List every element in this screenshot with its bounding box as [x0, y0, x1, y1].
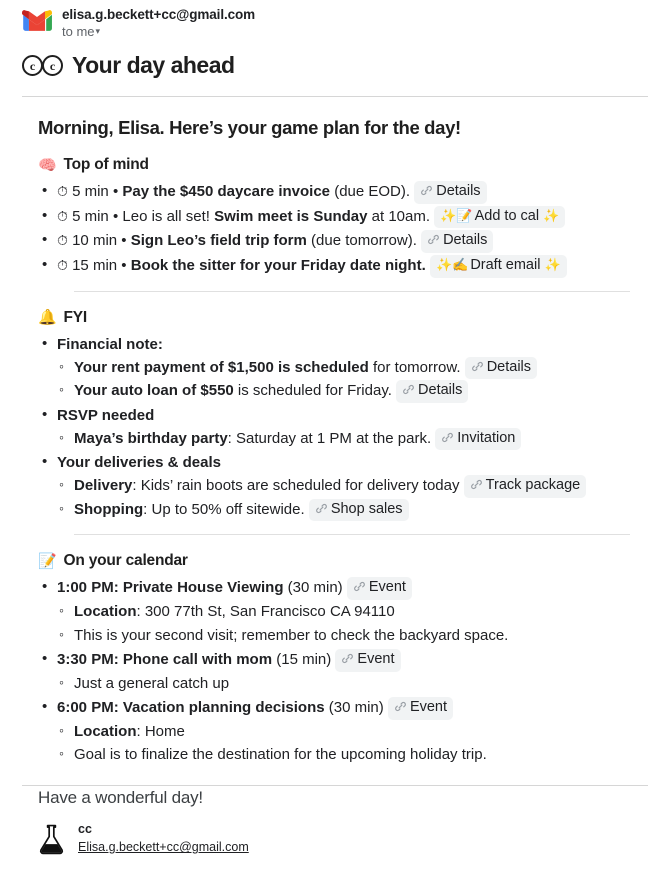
task-duration: 15 min — [72, 256, 118, 274]
copyright-mark-icon: c — [22, 55, 43, 76]
link-icon — [470, 478, 483, 491]
copyright-mark-icon-2: c — [42, 55, 63, 76]
fyi-subitem-text: for tomorrow. — [368, 358, 461, 376]
chip-label: Shop sales — [330, 500, 403, 517]
task-duration: 5 min — [72, 207, 109, 225]
task-list — [38, 181, 648, 277]
chip-label: Details — [443, 232, 488, 249]
fyi-group-heading: Financial note: — [57, 335, 163, 353]
event-detail — [57, 601, 648, 624]
link-icon — [420, 184, 433, 197]
sections-container — [38, 156, 648, 766]
sparkle-icon-2: ✨ — [544, 257, 561, 273]
action-chip-details[interactable] — [396, 380, 468, 403]
sparkle-icon: ✨ — [440, 208, 457, 224]
link-icon — [341, 652, 354, 665]
task-detail: at 10am. — [367, 207, 431, 225]
footer-text-block — [78, 822, 249, 858]
fyi-subitem-list — [57, 357, 648, 403]
link-icon — [315, 502, 328, 515]
fyi-subitem-text: : Saturday at 1 PM at the park. — [227, 429, 432, 447]
task-title: Book the sitter for your Friday date night. — [130, 256, 426, 274]
fyi-group — [38, 452, 648, 521]
task-title: Sign Leo’s field trip form — [130, 232, 307, 250]
fyi-subitem-title: Shopping — [74, 500, 144, 518]
link-icon — [353, 580, 366, 593]
stopwatch-icon: ⏱ — [57, 184, 68, 201]
event-detail-text: This is your second visit; remember to check the backyard space. — [74, 626, 509, 644]
task-duration: 5 min — [72, 183, 109, 201]
section-title: FYI — [63, 308, 87, 326]
chevron-down-icon[interactable]: ▾ — [95, 25, 101, 36]
fyi-subitem-title: Maya’s birthday party — [74, 429, 228, 447]
chip-label: Event — [409, 699, 448, 716]
chip-emoji-icon: ✍️ — [452, 257, 469, 273]
task-title: Swim meet is Sunday — [214, 207, 368, 225]
link-icon — [441, 431, 454, 444]
task-separator: • — [112, 183, 119, 201]
fyi-subitem-text: : Kids’ rain boots are scheduled for delivery today — [132, 477, 460, 495]
event-duration: (30 min) — [283, 579, 343, 597]
chip-label: Track package — [485, 477, 581, 494]
memo-icon: 📝 — [38, 551, 57, 570]
sender-text-block — [62, 7, 255, 39]
event-detail-text: : 300 77th St, San Francisco CA 94110 — [136, 603, 395, 621]
action-chip-event[interactable] — [388, 697, 453, 720]
action-chip-details[interactable] — [465, 357, 537, 380]
event-detail-text: Just a general catch up — [74, 674, 230, 692]
fyi-subitem-text: : Up to 50% off sitewide. — [143, 500, 305, 518]
fyi-subitem-text: is scheduled for Friday. — [233, 382, 392, 400]
email-body — [0, 117, 666, 766]
calendar-event — [38, 697, 648, 767]
task-duration: 10 min — [72, 232, 118, 250]
stopwatch-icon: ⏱ — [57, 257, 68, 274]
chip-label: Event — [357, 651, 395, 668]
fyi-subitem — [57, 475, 648, 498]
fyi-subitem — [57, 428, 648, 451]
action-chip-details[interactable] — [414, 181, 486, 204]
event-duration: (15 min) — [272, 651, 332, 669]
event-detail-text: Goal is to finalize the destination for the upcoming holiday trip. — [74, 746, 487, 764]
action-chip-details[interactable] — [421, 230, 493, 253]
fyi-subitem-title: Delivery — [74, 477, 133, 495]
event-detail-label: Location — [74, 722, 137, 740]
stopwatch-icon: ⏱ — [57, 233, 68, 250]
task-item — [38, 230, 648, 253]
sender-email[interactable]: elisa.g.beckett+cc@gmail.com — [62, 7, 256, 22]
link-icon — [402, 383, 415, 396]
link-icon — [471, 360, 484, 373]
event-detail-list — [57, 601, 648, 647]
section-divider — [74, 534, 630, 535]
calendar-event — [38, 577, 648, 647]
event-time: 6:00 PM — [57, 699, 114, 717]
action-chip-invitation[interactable] — [435, 428, 521, 451]
chip-label: Details — [418, 382, 463, 399]
action-chip-draft-email[interactable] — [430, 255, 567, 278]
fyi-subitem — [57, 499, 648, 522]
fyi-group-heading: RSVP needed — [57, 406, 155, 424]
footer-email-link[interactable]: Elisa.g.beckett+cc@gmail.com — [78, 840, 249, 855]
footer-divider — [22, 785, 648, 786]
event-detail — [57, 744, 648, 767]
action-chip-track-package[interactable] — [464, 475, 587, 498]
event-detail-list — [57, 673, 648, 696]
fyi-subitem-list — [57, 475, 648, 521]
cc-logo — [22, 55, 63, 76]
chip-label: Draft email — [470, 256, 541, 273]
event-detail — [57, 721, 648, 744]
fyi-group-list — [38, 334, 648, 522]
task-item — [38, 206, 648, 229]
task-item — [38, 181, 648, 204]
chip-label: Invitation — [457, 429, 516, 446]
event-duration: (30 min) — [324, 699, 384, 717]
task-separator: • — [121, 232, 127, 250]
fyi-subitem-title: Your auto loan of $550 — [74, 382, 234, 400]
calendar-event-list — [38, 577, 648, 766]
recipient-line[interactable] — [62, 24, 255, 39]
signoff-text: Have a wonderful day! — [38, 787, 203, 807]
action-chip-event[interactable] — [347, 577, 412, 600]
fyi-subitem-title: Your rent payment of $1,500 is scheduled — [74, 358, 369, 376]
recipient-label: to me — [62, 23, 95, 39]
action-chip-event[interactable] — [335, 649, 400, 672]
page-title: Your day ahead — [72, 52, 235, 79]
email-sender-row — [0, 0, 666, 39]
chip-label: Details — [486, 358, 532, 375]
task-detail: (due tomorrow). — [306, 232, 417, 250]
task-prefix: Leo is all set! — [122, 207, 215, 225]
brain-icon: 🧠 — [38, 155, 57, 174]
event-name: : Phone call with mom — [113, 651, 273, 669]
event-detail-label: Location — [74, 603, 137, 621]
bell-icon: 🔔 — [38, 308, 57, 326]
greeting-text: Morning, Elisa. Here’s your game plan for the day! — [38, 117, 461, 139]
section-heading-calendar — [38, 552, 648, 570]
fyi-subitem — [57, 357, 648, 380]
gmail-logo-icon — [22, 9, 52, 32]
chip-label: Details — [436, 183, 481, 200]
section-heading-top-of-mind — [38, 156, 648, 174]
fyi-group — [38, 334, 648, 403]
fyi-subitem — [57, 380, 648, 403]
task-item — [38, 255, 648, 278]
event-name: : Private House Viewing — [113, 579, 284, 597]
task-title: Pay the $450 daycare invoice — [122, 183, 331, 201]
action-chip-add-to-cal[interactable] — [434, 206, 565, 229]
event-detail — [57, 625, 648, 648]
email-footer — [0, 808, 666, 858]
section-heading-fyi — [38, 309, 648, 327]
task-separator: • — [112, 207, 119, 225]
event-detail — [57, 673, 648, 696]
task-separator: • — [121, 256, 127, 274]
event-time: 1:00 PM — [57, 579, 114, 597]
sparkle-icon-2: ✨ — [543, 208, 560, 224]
event-time: 3:30 PM — [57, 651, 114, 669]
link-icon — [427, 233, 440, 246]
chip-label: Add to cal — [474, 207, 540, 224]
sparkle-icon: ✨ — [435, 257, 453, 273]
header-divider — [22, 96, 648, 97]
event-detail-text: : Home — [136, 722, 185, 740]
chip-label: Event — [368, 579, 406, 596]
stopwatch-icon: ⏱ — [57, 208, 68, 225]
section-title: Top of mind — [63, 156, 149, 174]
calendar-event — [38, 649, 648, 695]
event-name: : Vacation planning decisions — [113, 699, 325, 717]
task-detail: (due EOD). — [330, 183, 411, 201]
section-divider — [74, 291, 630, 292]
action-chip-shop-sales[interactable] — [309, 499, 409, 522]
fyi-group — [38, 405, 648, 451]
link-icon — [394, 700, 407, 713]
page-title-row — [0, 39, 666, 79]
section-title: On your calendar — [63, 552, 188, 570]
fyi-subitem-list — [57, 428, 648, 451]
footer-sender-name: cc — [78, 821, 92, 836]
chip-emoji-icon: 📝 — [456, 208, 473, 224]
event-detail-list — [57, 721, 648, 767]
fyi-group-heading: Your deliveries & deals — [57, 454, 221, 472]
flask-icon — [36, 823, 67, 856]
